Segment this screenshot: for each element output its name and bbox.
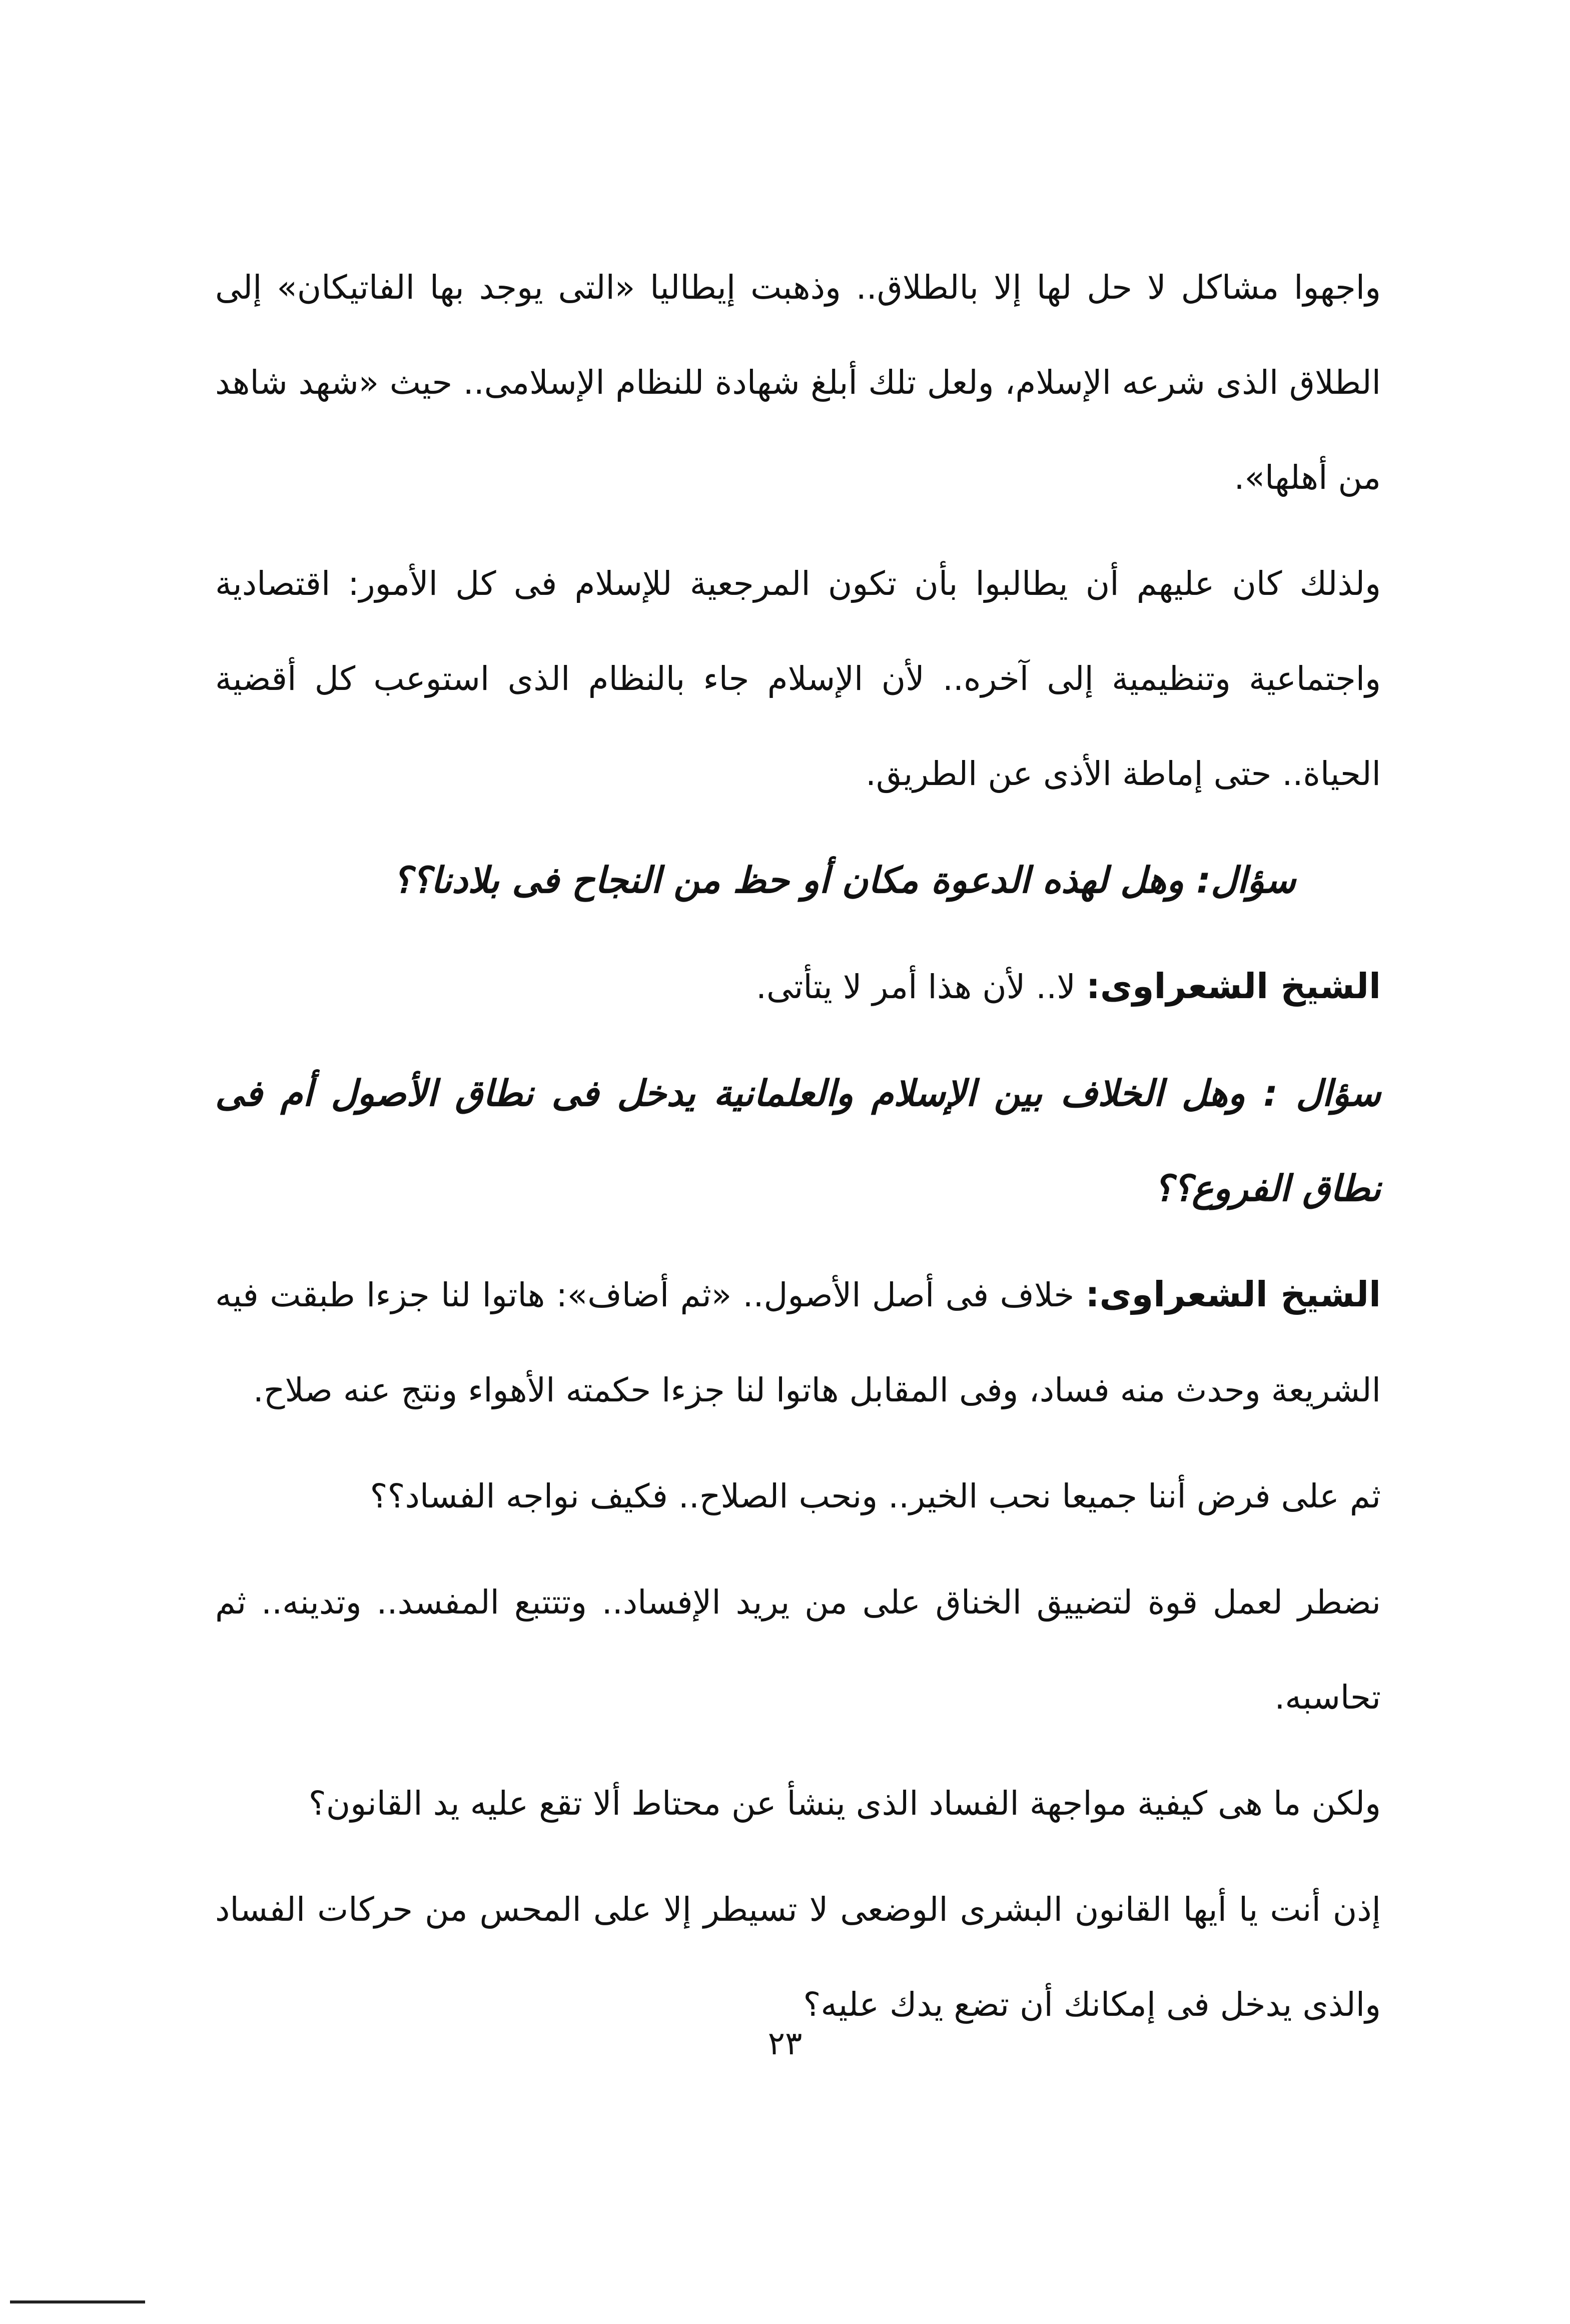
answer-1-text: لا.. لأن هذا أمر لا يتأتى. bbox=[755, 968, 1076, 1006]
paragraph-5 bbox=[215, 1756, 1381, 1851]
answer-2-text: خلاف فى أصل الأصول.. «ثم أضاف»: هاتوا لنا جزءا طبقت فيه الشريعة وحدث منه فساد، وفى المقابل هاتوا لنا جزءا حكمته الأهواء ونتج عنه صلاح. bbox=[215, 1276, 1381, 1409]
paragraph-3 bbox=[215, 1449, 1381, 1544]
answer-1 bbox=[215, 939, 1381, 1035]
paragraph-6-text: إذن أنت يا أيها القانون البشرى الوضعى لا تسيطر إلا على المحس من حركات الفساد والذى يدخل فى إمكانك أن تضع يدك عليه؟ bbox=[215, 1890, 1381, 2024]
question-2-text: وهل الخلاف بين الإسلام والعلمانية يدخل فى نطاق الأصول أم فى نطاق الفروع؟؟ bbox=[215, 1072, 1381, 1209]
paragraph-1 bbox=[215, 240, 1381, 525]
footer-rule bbox=[10, 2300, 145, 2303]
question-2 bbox=[215, 1046, 1381, 1236]
answer-2 bbox=[215, 1247, 1381, 1438]
question-2-label: سؤال : bbox=[1263, 1072, 1381, 1114]
answer-2-speaker: الشيخ الشعراوى: bbox=[1085, 1274, 1381, 1315]
paragraph-4-text: نضطر لعمل قوة لتضييق الخناق على من يريد الإفساد.. وتتتبع المفسد.. وتدينه.. ثم تحاسبه. bbox=[215, 1583, 1381, 1717]
paragraph-3-text: ثم على فرض أننا جميعا نحب الخير.. ونحب الصلاح.. فكيف نواجه الفساد؟؟ bbox=[370, 1477, 1381, 1515]
question-1 bbox=[215, 833, 1381, 928]
paragraph-2 bbox=[215, 536, 1381, 822]
answer-1-speaker: الشيخ الشعراوى: bbox=[1086, 966, 1381, 1007]
body-text bbox=[215, 240, 1381, 2063]
paragraph-1-text: واجهوا مشاكل لا حل لها إلا بالطلاق.. وذهبت إيطاليا «التى يوجد بها الفاتيكان» إلى الطلاق الذى شرعه الإسلام، ولعل تلك أبلغ شهادة للنظام الإسلامى.. حيث «شهد شاهد من أهلها». bbox=[215, 268, 1381, 497]
paragraph-2-text: ولذلك كان عليهم أن يطالبوا بأن تكون المرجعية للإسلام فى كل الأمور: اقتصادية واجتماعية وتنظيمية إلى آخره.. لأن الإسلام جاء بالنظام الذى استوعب كل أقضية الحياة.. حتى إماطة الأذى عن الطريق. bbox=[215, 564, 1381, 793]
paragraph-5-text: ولكن ما هى كيفية مواجهة الفساد الذى ينشأ عن محتاط ألا تقع عليه يد القانون؟ bbox=[308, 1784, 1381, 1823]
question-1-text: وهل لهذه الدعوة مكان أو حظ من النجاح فى بلادنا؟؟ bbox=[392, 859, 1184, 901]
paragraph-4 bbox=[215, 1555, 1381, 1745]
page-number: ٢٣ bbox=[767, 2025, 803, 2062]
question-1-label: سؤال: bbox=[1196, 859, 1296, 901]
